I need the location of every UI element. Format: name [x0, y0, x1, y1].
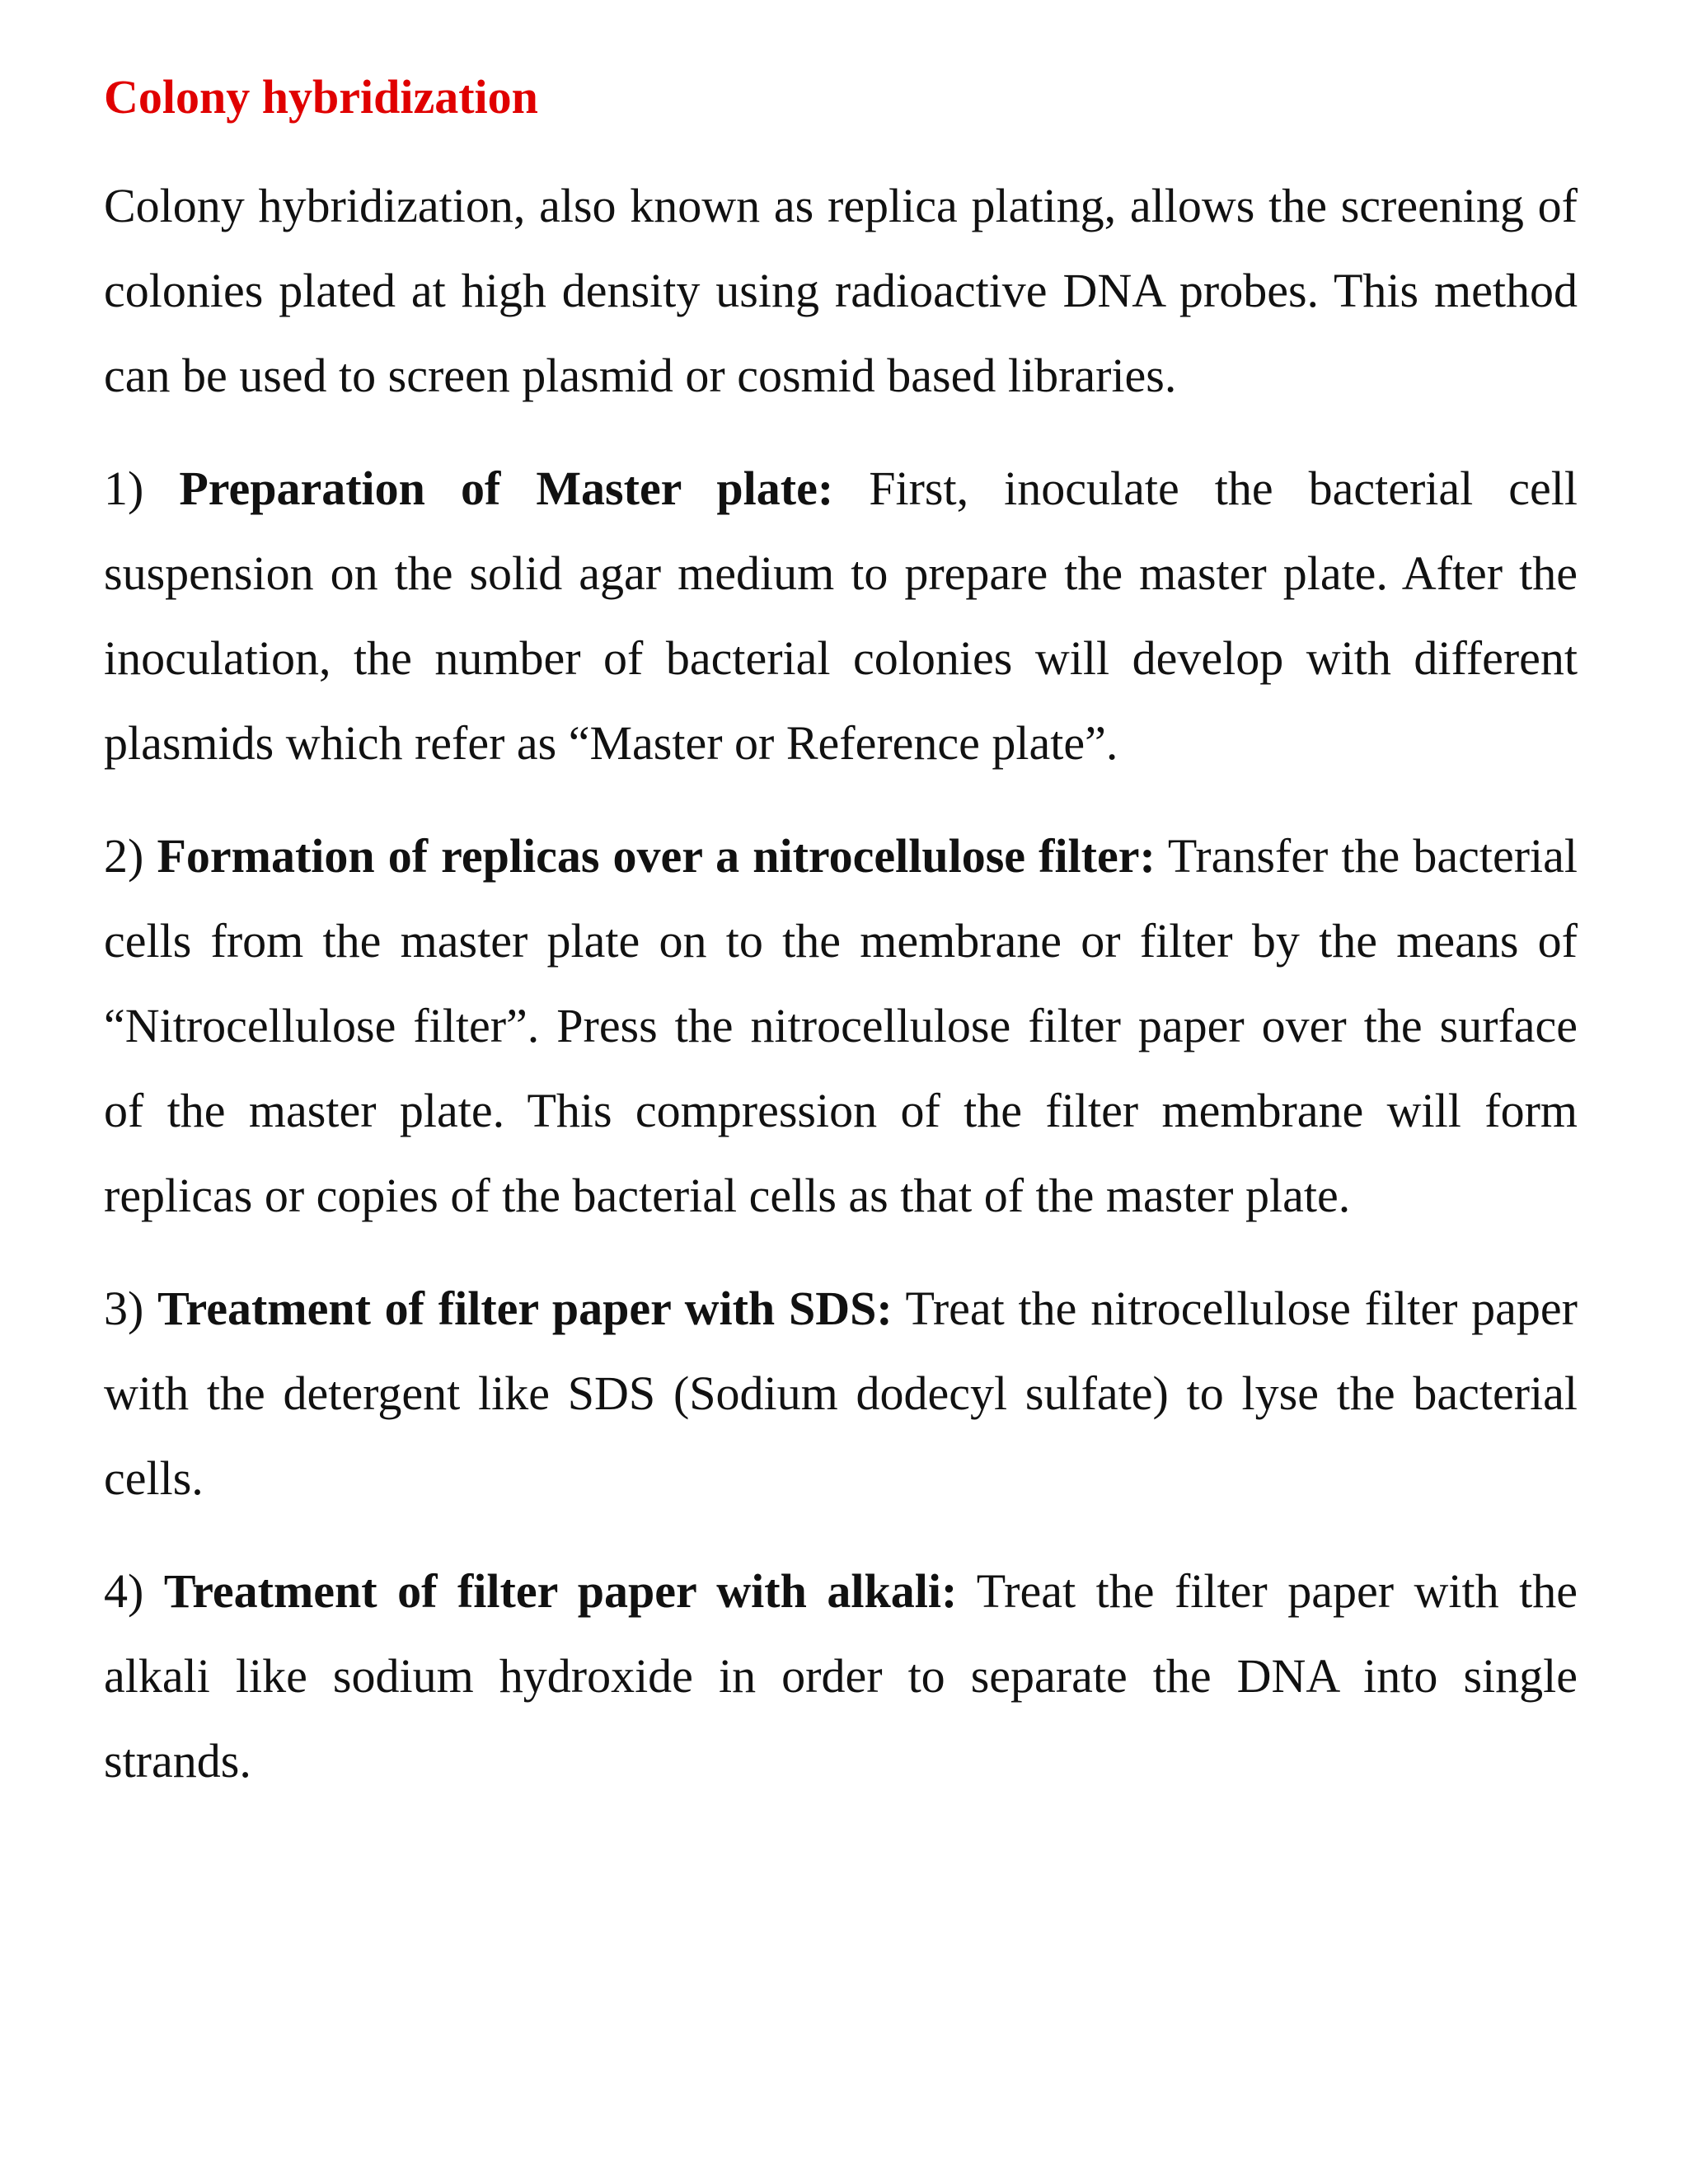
intro-paragraph: Colony hybridization, also known as replica plating, allows the screening of colonies plated at high density using radioactive DNA probes. This method can be used to screen plasmid or cosmid based libraries. — [104, 179, 1578, 402]
step-4-text: Treat the filter paper with the alkali like sodium hydroxide in order to separate the DNA into single strands. — [104, 1564, 1578, 1788]
step-2-text: Transfer the bacterial cells from the master plate on to the membrane or filter by the means of “Nitrocellulose filter”. Press the nitrocellulose filter paper over the surface of the master plate. This compression of the filter membrane will form replicas or copies of the bacterial cells as that of the master plate. — [104, 829, 1578, 1222]
step-4-number: 4) — [104, 1564, 144, 1618]
step-1-text: First, inoculate the bacterial cell suspension on the solid agar medium to prepare the master plate. After the inoculation, the number of bacterial colonies will develop with different plasmids which refer as “Master or Reference plate”. — [104, 462, 1578, 770]
document-page — [104, 64, 1578, 1831]
step-1-paragraph — [104, 446, 1578, 785]
step-1-heading: Preparation of Master plate: — [179, 462, 834, 515]
step-3-paragraph — [104, 1266, 1578, 1521]
step-1-number: 1) — [104, 462, 144, 515]
step-3-number: 3) — [104, 1282, 144, 1335]
document-title: Colony hybridization — [104, 70, 538, 124]
step-3-heading: Treatment of filter paper with SDS: — [157, 1282, 893, 1335]
step-4-heading: Treatment of filter paper with alkali: — [163, 1564, 958, 1618]
step-2-number: 2) — [104, 829, 144, 883]
step-4-paragraph — [104, 1549, 1578, 1803]
step-2-heading: Formation of replicas over a nitrocellulose filter: — [157, 829, 1156, 883]
step-2-paragraph — [104, 813, 1578, 1238]
step-3-text: Treat the nitrocellulose filter paper with the detergent like SDS (Sodium dodecyl sulfate) to lyse the bacterial cells. — [104, 1282, 1578, 1505]
